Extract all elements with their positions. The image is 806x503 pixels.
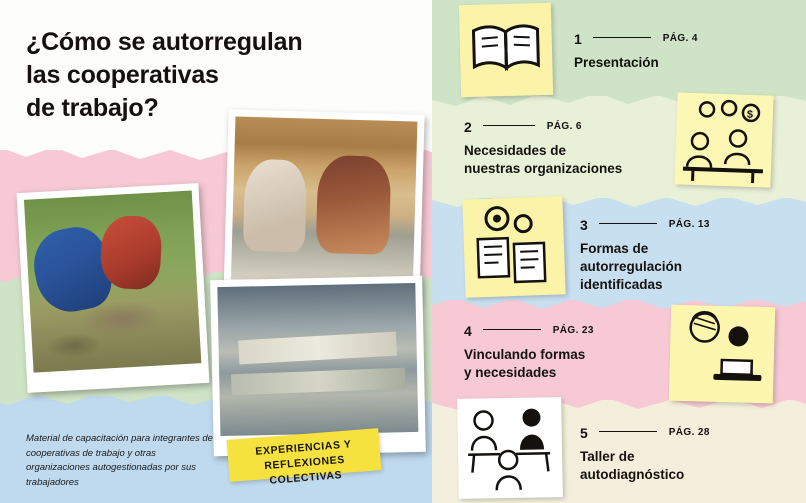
- person-laptop-icon: [669, 305, 775, 404]
- index-entry-5-title: [580, 448, 786, 484]
- index-entry-2-title-line-1: Necesidades de: [464, 143, 567, 158]
- index-entry-3-number: 3: [580, 216, 588, 233]
- index-entry-4-title: [464, 346, 670, 382]
- index-entry-5-page: PÁG. 28: [668, 427, 710, 439]
- photo-workshop-floor: [210, 276, 426, 456]
- cover-banner-line-1: EXPERIENCIAS Y: [254, 438, 352, 458]
- sticky-note-4: [669, 305, 775, 404]
- index-entry-4-title-line-2: y necesidades: [464, 365, 557, 381]
- index-panel: [432, 0, 806, 503]
- sticky-note-5: [457, 397, 563, 499]
- cover-title: [26, 26, 386, 125]
- index-entry-1-number: 1: [574, 30, 582, 47]
- index-entry-5[interactable]: [580, 424, 786, 484]
- index-entry-2-title: [464, 142, 674, 178]
- index-entry-3-title-line-3: identificadas: [580, 277, 663, 293]
- index-entry-5-title-line-1: Taller de: [580, 449, 635, 464]
- gears-documents-icon: [462, 196, 565, 297]
- index-entry-1[interactable]: [574, 30, 784, 72]
- cover-title-line-1: ¿Cómo se autorregulan: [26, 28, 303, 56]
- index-entry-2[interactable]: [464, 118, 674, 178]
- group-discussion-icon: [457, 397, 563, 499]
- index-entry-5-number: 5: [580, 424, 588, 441]
- index-entry-2-title-line-2: nuestras organizaciones: [464, 161, 623, 177]
- cover-banner-line-2: REFLEXIONES COLECTIVAS: [263, 454, 346, 488]
- index-entry-3-rule: [599, 223, 657, 225]
- index-entry-3-title-line-1: Formas de: [580, 241, 649, 256]
- index-entry-3-page: PÁG. 13: [668, 219, 710, 231]
- index-entry-3[interactable]: [580, 216, 786, 294]
- index-entry-4-page: PÁG. 23: [552, 325, 594, 337]
- photo-outdoor-workers: [17, 183, 210, 393]
- cover-title-line-3: de trabajo?: [26, 94, 159, 122]
- index-entry-3-title-line-2: autorregulación: [580, 259, 683, 275]
- index-entry-2-rule: [483, 125, 535, 127]
- cover-title-line-2: las cooperativas: [26, 61, 219, 89]
- index-entry-3-title: [580, 240, 786, 294]
- open-book-icon: [459, 3, 553, 97]
- index-entry-2-page: PÁG. 6: [546, 121, 582, 133]
- index-entry-4[interactable]: [464, 322, 670, 382]
- sticky-note-2: [674, 92, 773, 187]
- index-entry-4-rule: [483, 329, 541, 331]
- cover-note: Material de capacitación para integrantes de cooperativas de trabajo y otras organizaciones autogestionadas por sus trabajadores: [26, 433, 213, 489]
- index-entry-1-rule: [593, 37, 651, 39]
- index-entry-1-title: [574, 54, 784, 72]
- sticky-note-3: [462, 196, 565, 297]
- index-entry-4-title-line-1: Vinculando formas: [464, 347, 586, 362]
- index-entry-4-number: 4: [464, 322, 472, 339]
- svg-text:$: $: [746, 108, 754, 121]
- index-entry-2-number: 2: [464, 118, 472, 135]
- sticky-note-1: [459, 3, 553, 97]
- people-meeting-money-icon: [674, 92, 773, 187]
- index-entry-1-page: PÁG. 4: [662, 33, 698, 45]
- index-entry-5-title-line-2: autodiagnóstico: [580, 467, 685, 483]
- index-entry-1-title-line-1: Presentación: [574, 55, 659, 70]
- index-entry-5-rule: [599, 431, 657, 433]
